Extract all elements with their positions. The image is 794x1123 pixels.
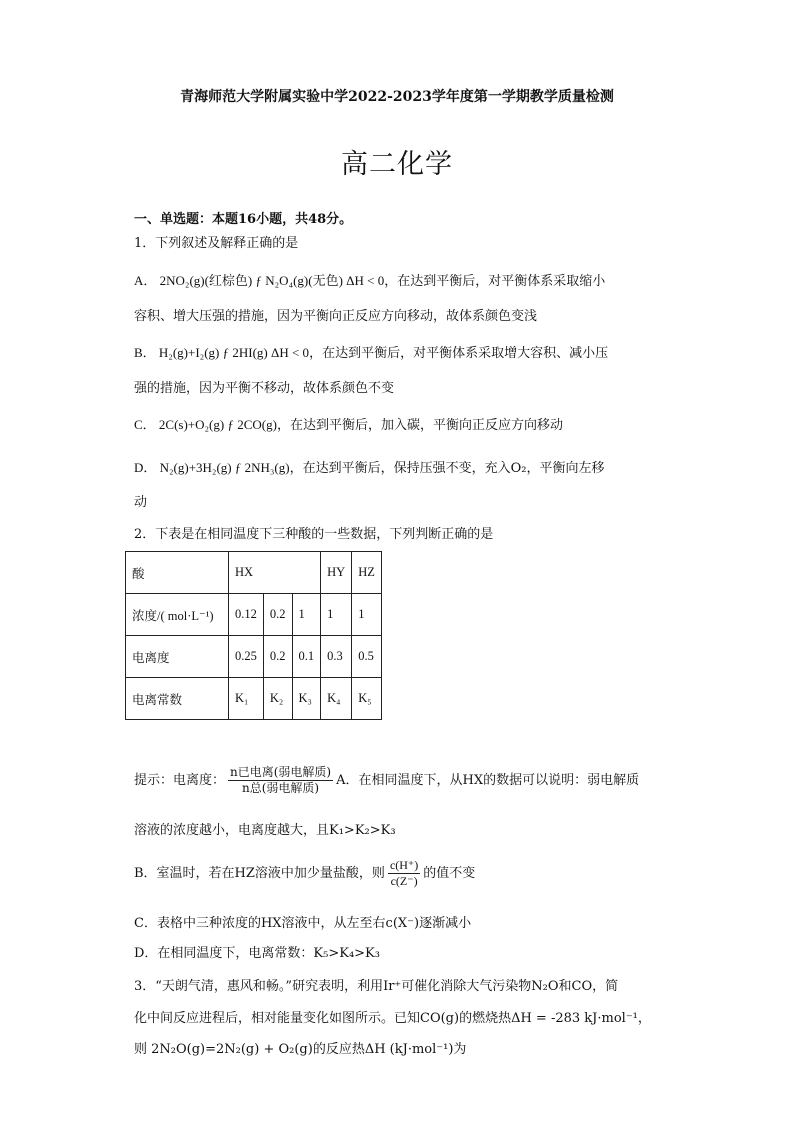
table-cell: K₂ <box>263 678 292 720</box>
table-cell: HY <box>321 552 352 594</box>
table-cell: 0.1 <box>292 636 321 678</box>
table-row <box>126 552 382 594</box>
q1-b-text: ，在达到平衡后，对平衡体系采取增大容积、减小压 <box>309 346 609 361</box>
q2-hint-and-option-a <box>134 765 639 796</box>
acid-data-table <box>125 551 382 720</box>
q2-option-d: D．在相同温度下，电离常数：K₅>K₄>K₃ <box>134 946 380 961</box>
q1-c-text: ，在达到平衡后，加入碳，平衡向正反应方向移动 <box>276 418 563 433</box>
table-cell: 0.2 <box>263 594 292 636</box>
table-cell: K₅ <box>352 678 382 720</box>
q1-option-a <box>134 272 605 291</box>
q1-d-text: ，在达到平衡后，保持压强不变，充入O₂，平衡向左移 <box>289 461 605 476</box>
subject-title: 高二化学 <box>341 149 453 180</box>
fraction-numerator: c(H⁺) <box>389 858 419 872</box>
q1-option-d <box>134 459 604 478</box>
table-cell: 电离度 <box>126 636 229 678</box>
table-cell: 0.2 <box>263 636 292 678</box>
table-cell: 1 <box>321 594 352 636</box>
q3-line2: 化中间反应进程后，相对能量变化如图所示。已知CO(g)的燃烧热ΔH = -283 kJ·mol⁻¹， <box>134 1011 651 1026</box>
table-row <box>126 678 382 720</box>
ratio-fraction <box>388 858 420 889</box>
table-cell: K₁ <box>229 678 264 720</box>
q2-option-c: C．表格中三种浓度的HX溶液中，从左至右c(X⁻)逐渐减小 <box>134 916 472 931</box>
table-row <box>126 594 382 636</box>
ionization-degree-fraction <box>228 765 333 796</box>
table-cell: 1 <box>352 594 382 636</box>
fraction-denominator: n总(弱电解质) <box>242 781 320 795</box>
exam-title: 青海师范大学附属实验中学2022-2023学年度第一学期教学质量检测 <box>180 89 614 105</box>
q3-line3: 则 2N₂O(g)=2N₂(g) + O₂(g)的反应热ΔH (kJ·mol⁻¹)为 <box>134 1042 467 1057</box>
q2-b-post: 的值不变 <box>423 866 476 881</box>
q1-d-equation: D． N₂(g)+3H₂(g) ƒ 2NH₃(g) <box>134 460 290 475</box>
q1-a-text: ，在达到平衡后，对平衡体系采取缩小 <box>384 274 606 289</box>
q1-c-equation: C． 2C(s)+O₂(g) ƒ 2CO(g) <box>134 417 277 432</box>
q1-b-text-line2: 强的措施，因为平衡不移动，故体系颜色不变 <box>134 381 395 396</box>
q1-a-text-line2: 容积、增大压强的措施，因为平衡向正反应方向移动，故体系颜色变浅 <box>134 309 538 324</box>
q2-b-pre: B．室温时，若在HZ溶液中加少量盐酸，则 <box>134 866 385 881</box>
q2-a-text: A．在相同温度下，从HX的数据可以说明：弱电解质 <box>336 773 640 788</box>
q2-stem: 2．下表是在相同温度下三种酸的一些数据，下列判断正确的是 <box>134 527 494 542</box>
q1-b-equation: B． H₂(g)+I₂(g) ƒ 2HI(g) ΔH < 0 <box>134 345 310 360</box>
fraction-numerator: n已电离(弱电解质) <box>230 765 332 779</box>
table-cell: 0.25 <box>229 636 264 678</box>
q2-option-b <box>134 858 475 889</box>
table-cell: 1 <box>292 594 321 636</box>
q1-option-c <box>134 416 563 435</box>
table-cell: 浓度/( mol·L⁻¹) <box>126 594 229 636</box>
table-cell: K₄ <box>321 678 352 720</box>
table-cell: 0.5 <box>352 636 382 678</box>
section-heading: 一、单选题：本题16小题，共48分。 <box>134 212 353 227</box>
q1-stem: 1．下列叙述及解释正确的是 <box>134 236 299 251</box>
q1-a-equation: A． 2NO₂(g)(红棕色) ƒ N₂O₄(g)(无色) ΔH < 0 <box>134 273 385 288</box>
table-row <box>126 636 382 678</box>
hint-label: 提示：电离度： <box>134 773 226 788</box>
table-cell: 0.3 <box>321 636 352 678</box>
table-cell: HX <box>229 552 321 594</box>
table-cell: HZ <box>352 552 382 594</box>
table-cell: 酸 <box>126 552 229 594</box>
q1-d-text-line2: 动 <box>134 495 148 510</box>
table-cell: 0.12 <box>229 594 264 636</box>
q3-line1: 3．“天朗气清，惠风和畅。”研究表明，利用Ir⁺可催化消除大气污染物N₂O和CO，简 <box>134 979 619 994</box>
q1-option-b <box>134 344 608 363</box>
table-cell: K₃ <box>292 678 321 720</box>
q2-a-text-line2: 溶液的浓度越小，电离度越大，且K₁>K₂>K₃ <box>134 823 396 838</box>
table-cell: 电离常数 <box>126 678 229 720</box>
fraction-denominator: c(Z⁻) <box>390 874 418 888</box>
